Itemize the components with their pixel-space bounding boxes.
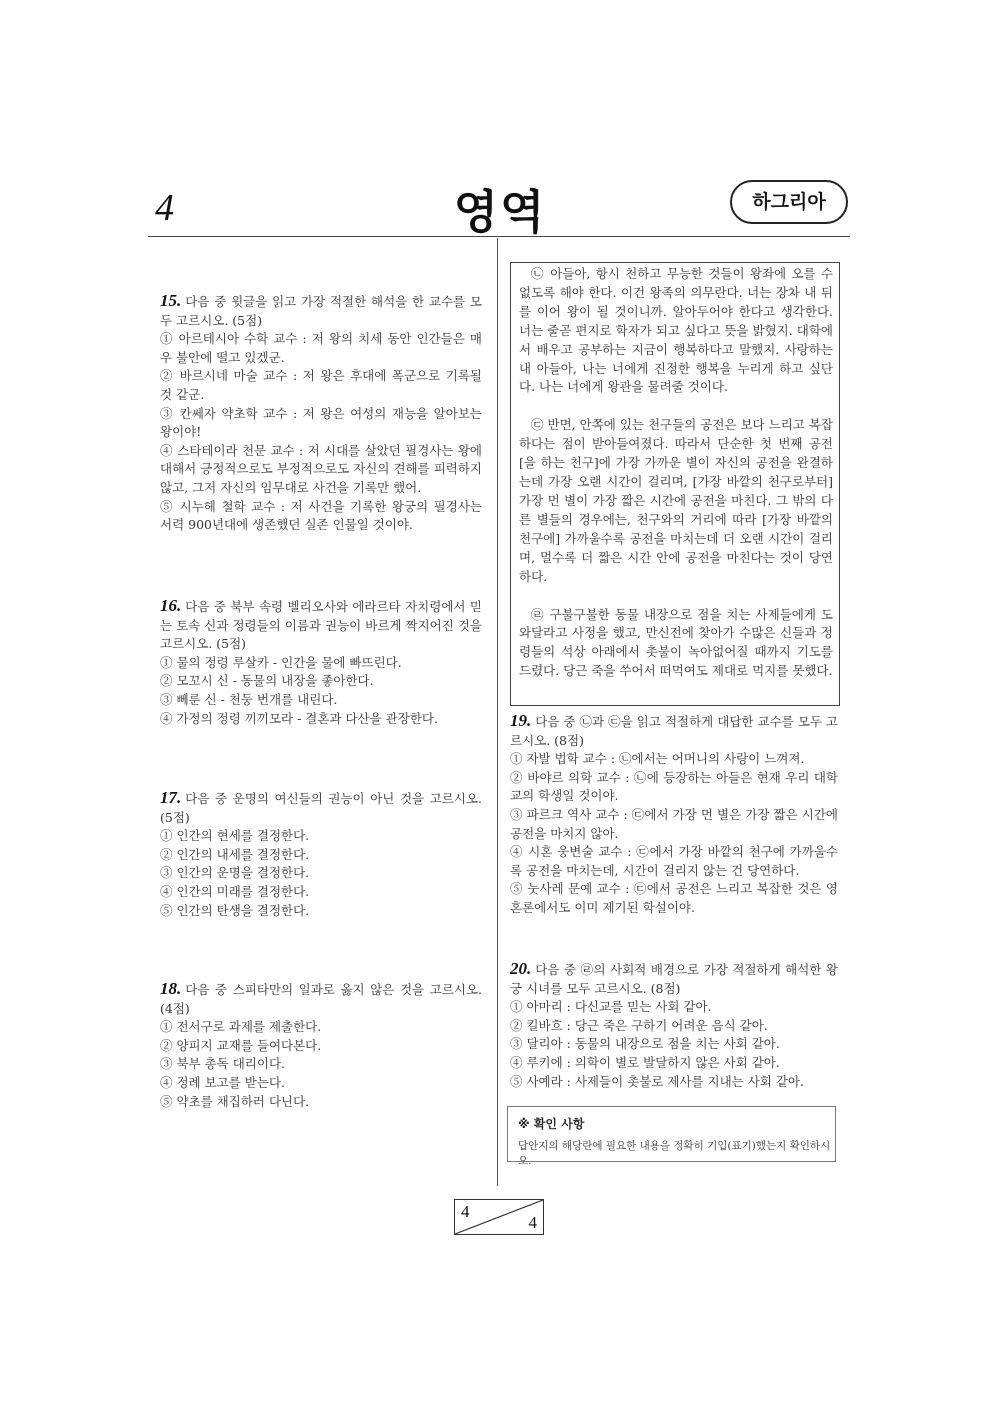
option: ③ 뻬룬 신 - 천둥 번개를 내린다. — [160, 691, 338, 707]
question-16 — [160, 597, 482, 728]
subject-badge: 하그리아 — [730, 180, 848, 224]
option: ① 아르테시아 수학 교수 : 저 왕의 치세 동안 인간들은 매우 불안에 떨고 있겠군. — [160, 331, 482, 365]
option: ③ 인간의 운명을 결정한다. — [160, 865, 310, 881]
option: ① 물의 정령 루살카 - 인간을 물에 빠뜨린다. — [160, 654, 402, 670]
page-indicator — [454, 1199, 544, 1235]
question-number: 17. — [160, 788, 182, 807]
question-number: 15. — [160, 291, 182, 310]
question-17 — [160, 789, 482, 920]
column-divider — [497, 238, 498, 1186]
option: ④ 루키에 : 의학이 별로 발달하지 않은 사회 같아. — [510, 1054, 780, 1070]
option: ③ 북부 총독 대리이다. — [160, 1056, 285, 1072]
option: ② 모꼬시 신 - 동물의 내장을 좋아한다. — [160, 673, 374, 689]
option: ④ 인간의 미래를 결정한다. — [160, 883, 310, 899]
question-text: 다음 중 윗글을 읽고 가장 적절한 해석을 한 교수를 모두 고르시오. (5점) — [160, 294, 482, 328]
option: ① 아마리 : 다신교를 믿는 사회 같아. — [510, 999, 712, 1015]
option: ③ 칸쎄자 약초학 교수 : 저 왕은 여성의 재능을 알아보는 왕이야! — [160, 405, 482, 440]
option: ⑤ 시누헤 철학 교수 : 저 사건을 기록한 왕궁의 필경사는 서력 900년대에 생존했던 실존 인물일 것이야. — [160, 498, 482, 533]
question-text: 다음 중 운명의 여신들의 권능이 아닌 것을 고르시오. (5점) — [160, 791, 482, 825]
option: ② 양피지 교재를 들여다본다. — [160, 1037, 322, 1053]
question-text: 다음 중 ㉡과 ㉢을 읽고 적절하게 대답한 교수를 모두 고르시오. (8점) — [510, 714, 838, 748]
total-pages: 4 — [528, 1213, 537, 1232]
question-number: 19. — [510, 711, 532, 730]
passage-paragraph: ㉡ 아들아, 항시 천하고 무능한 것들이 왕좌에 오를 수 없도록 해야 한다. 이건 왕족의 의무란다. 너는 장차 내 뒤를 이어 왕이 될 것이니까. 알아두어야 한다고 생각한다. 너는 줄곧 편지로 학자가 되고 싶다고 뜻을 밝혔지. 대학에서 배우고 공부하는 지금이 행복하다고 말했지. 사랑하는 내 아들아, 나는 너에게 진정한 행복을 누리게 하고 싶단다. 나는 너에게 왕관을 물려줄 것이다. — [519, 266, 833, 395]
question-18 — [160, 980, 482, 1111]
question-number: 20. — [510, 959, 532, 978]
option: ② 바야르 의학 교수 : ㉡에 등장하는 아들은 현재 우리 대학교의 학생일 것이야. — [510, 769, 838, 804]
option: ⑤ 눗사레 문예 교수 : ㉢에서 공전은 느리고 복잡한 것은 영혼론에서도 이미 제기된 학설이야. — [510, 881, 838, 915]
current-page: 4 — [461, 1202, 470, 1221]
option: ② 바르시네 마술 교수 : 저 왕은 후대에 폭군으로 기록될 것 같군. — [160, 368, 482, 402]
section-title: 영역 — [453, 185, 547, 239]
option: ① 인간의 현세를 결정한다. — [160, 828, 310, 844]
confirmation-title: ※ 확인 사항 — [518, 1117, 585, 1131]
question-text: 다음 중 스피타만의 일과로 옳지 않은 것을 고르시오. (4점) — [160, 982, 482, 1016]
option: ② 인간의 내세를 결정한다. — [160, 846, 310, 862]
question-text: 다음 중 ㉣의 사회적 배경으로 가장 적절하게 해석한 왕궁 시녀를 모두 고르시오. (8점) — [510, 962, 838, 996]
option: ⑤ 약초를 채집하러 다닌다. — [160, 1093, 310, 1109]
confirmation-box — [507, 1106, 836, 1167]
option: ⑤ 인간의 탄생을 결정한다. — [160, 902, 310, 918]
option: ③ 파르크 역사 교수 : ㉢에서 가장 먼 별은 가장 짧은 시간에 공전을 마치지 않아. — [510, 806, 838, 841]
page-number: 4 — [155, 187, 174, 229]
option: ④ 스타테이라 천문 교수 : 저 시대를 살았던 필경사는 왕에 대해서 긍정적으로도 부정적으로도 자신의 견해를 피력하지 않고, 그저 자신의 임무대로 사건을 기록만 했어. — [160, 442, 482, 495]
question-20 — [510, 960, 838, 1091]
option: ⑤ 사예라 : 사제들이 촛불로 제사를 지내는 사회 같아. — [510, 1073, 804, 1089]
header-divider — [148, 236, 850, 237]
question-number: 16. — [160, 596, 182, 615]
question-text: 다음 중 북부 속령 벨리오사와 에라르타 자치령에서 믿는 토속 신과 정령들의 이름과 권능이 바르게 짝지어진 것을 고르시오. (5점) — [160, 599, 482, 652]
option: ① 자발 법학 교수 : ㉡에서는 어머니의 사랑이 느껴져. — [510, 751, 805, 767]
question-15 — [160, 292, 482, 535]
confirmation-text: 답안지의 해당란에 필요한 내용을 정확히 기입(표기)했는지 확인하시오. — [518, 1140, 831, 1167]
option: ② 킬바흐 : 당근 죽은 구하기 어려운 음식 같아. — [510, 1017, 768, 1033]
option: ① 전서구로 과제를 제출한다. — [160, 1019, 322, 1035]
passage-paragraph: ㉢ 반면, 안쪽에 있는 천구들의 공전은 보다 느리고 복잡하다는 점이 받아들여졌다. 따라서 단순한 첫 번째 공전[을 하는 천구]에 가장 가까운 별이 자신의 공전을 완결하는데 가장 오랜 시간이 걸리며, [가장 바깥의 천구로부터] 가장 먼 별이 가장 짧은 시간에 공전을 마친다. 그 밖의 다른 별들의 경우에는, 천구와의 거리에 따라 [가장 바깥의 천구에] 가까울수록 공전을 마치는데 더 오랜 시간이 걸리며, 멀수록 더 짧은 시간 안에 공전을 마친다는 것이 당연하다. — [519, 417, 833, 584]
passage-box — [510, 262, 840, 706]
question-19 — [510, 712, 838, 918]
option: ④ 정례 보고를 받는다. — [160, 1074, 285, 1090]
option: ④ 시혼 웅변술 교수 : ㉢에서 가장 바깥의 천구에 가까울수록 공전을 마치는데, 시간이 걸리지 않는 건 당연하다. — [510, 844, 838, 878]
question-number: 18. — [160, 979, 182, 998]
option: ③ 달리아 : 동물의 내장으로 점을 치는 사회 같아. — [510, 1036, 780, 1052]
passage-paragraph: ㉣ 구불구불한 동물 내장으로 점을 치는 사제들에게 도와달라고 사정을 했고, 만신전에 찾아가 수많은 신들과 정령들의 석상 아래에서 촛불이 녹아없어질 때까지 기도를 드렸다. 당근 죽을 쑤어서 떠먹여도 제대로 먹지를 못했다. — [519, 606, 833, 679]
option: ④ 가정의 정령 끼끼모라 - 결혼과 다산을 관장한다. — [160, 710, 438, 726]
